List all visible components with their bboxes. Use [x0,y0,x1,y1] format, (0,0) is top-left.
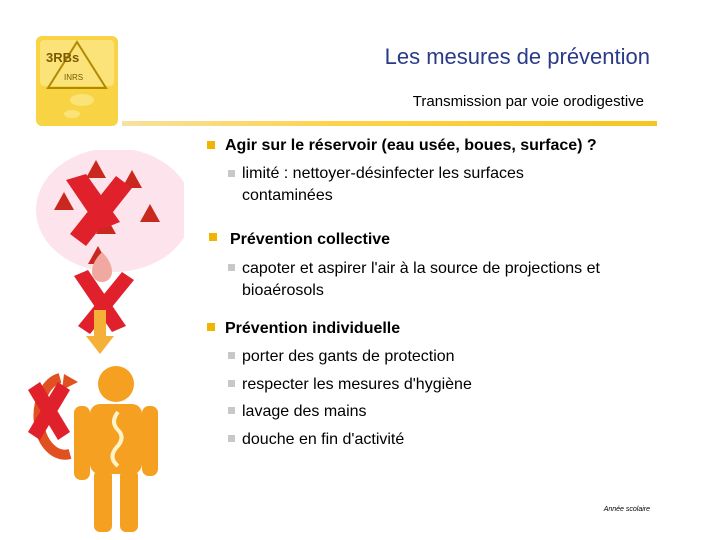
sub-bullet-icon [228,170,235,177]
logo [36,36,118,126]
section-heading: Prévention collective [230,231,391,248]
logo-mark-text: 3RBs [46,50,80,65]
sub-bullet-icon [228,264,235,271]
list-item: limité : nettoyer-désinfecter les surfaces [242,165,524,182]
sub-bullet-icon [228,407,235,414]
bullet-icon [207,141,215,149]
sub-bullet-icon [228,435,235,442]
list-item: bioaérosols [242,282,324,299]
list-item: capoter et aspirer l'air à la source de projections et [242,260,600,277]
header-divider [122,121,657,126]
section-heading: Agir sur le réservoir (eau usée, boues, surface) ? [225,137,597,154]
list-item: douche en fin d'activité [242,431,405,448]
sub-bullet-icon [228,380,235,387]
footer-text: Année scolaire [603,506,650,513]
logo-sub-text: INRS [64,73,84,82]
sub-bullet-icon [228,352,235,359]
illustration [14,150,184,535]
page-subtitle: Transmission par voie orodigestive [412,93,644,110]
page-title: Les mesures de prévention [384,44,650,69]
list-item: lavage des mains [242,403,367,420]
list-item: porter des gants de protection [242,348,455,365]
bullet-icon [207,323,215,331]
list-item: contaminées [242,187,333,204]
section-heading: Prévention individuelle [225,320,401,337]
bullet-icon [209,233,217,241]
list-item: respecter les mesures d'hygiène [242,376,472,393]
